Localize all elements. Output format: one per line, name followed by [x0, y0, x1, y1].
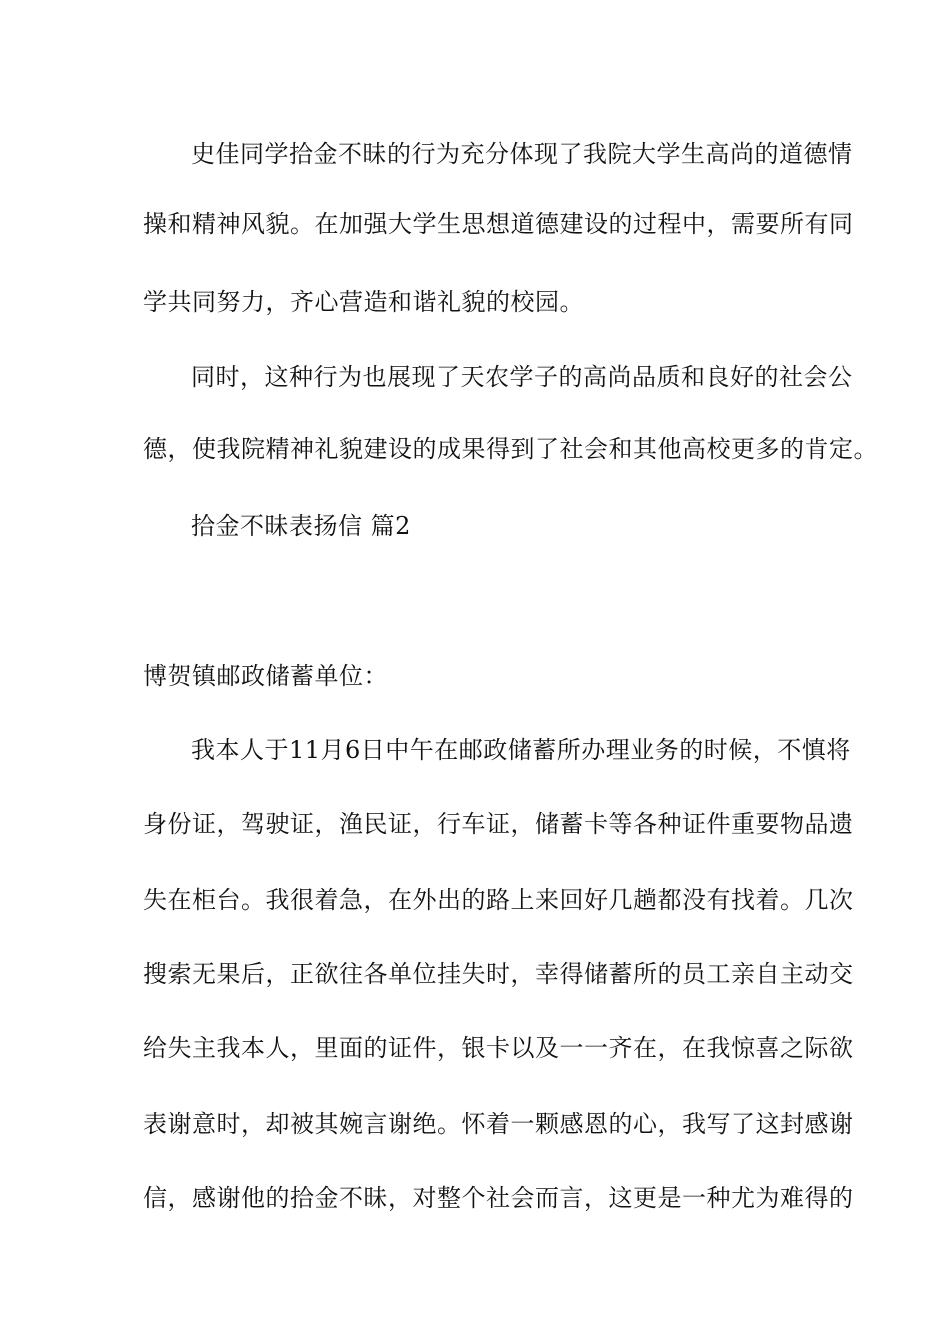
paragraph-line: 给失主我本人，里面的证件，银卡以及一一齐在，在我惊喜之际欲 — [143, 1034, 854, 1062]
paragraph-line: 德，使我院精神礼貌建设的成果得到了社会和其他高校更多的肯定。 — [143, 435, 878, 463]
paragraph-line: 失在柜台。我很着急，在外出的路上来回好几趟都没有找着。几次 — [143, 886, 854, 914]
paragraph-line: 同时，这种行为也展现了天农学子的高尚品质和良好的社会公 — [191, 363, 853, 391]
paragraph-line: 身份证，驾驶证，渔民证，行车证，储蓄卡等各种证件重要物品遗 — [143, 810, 854, 838]
section-heading: 拾金不昧表扬信 篇2 — [191, 512, 411, 540]
paragraph-line: 表谢意时，却被其婉言谢绝。怀着一颗感恩的心，我写了这封感谢 — [143, 1110, 854, 1138]
paragraph-line: 学共同努力，齐心营造和谐礼貌的校园。 — [143, 288, 584, 316]
paragraph-line: 我本人于11月6日中午在邮政储蓄所办理业务的时候，不慎将 — [191, 736, 851, 764]
paragraph-line: 信，感谢他的拾金不昧，对整个社会而言，这更是一种尤为难得的 — [143, 1184, 854, 1212]
paragraph-line: 操和精神风貌。在加强大学生思想道德建设的过程中，需要所有同 — [143, 210, 854, 238]
paragraph-line: 史佳同学拾金不昧的行为充分体现了我院大学生高尚的道德情 — [191, 140, 853, 168]
paragraph-line: 搜索无果后，正欲往各单位挂失时，幸得储蓄所的员工亲自主动交 — [143, 960, 854, 988]
salutation: 博贺镇邮政储蓄单位： — [143, 662, 388, 690]
